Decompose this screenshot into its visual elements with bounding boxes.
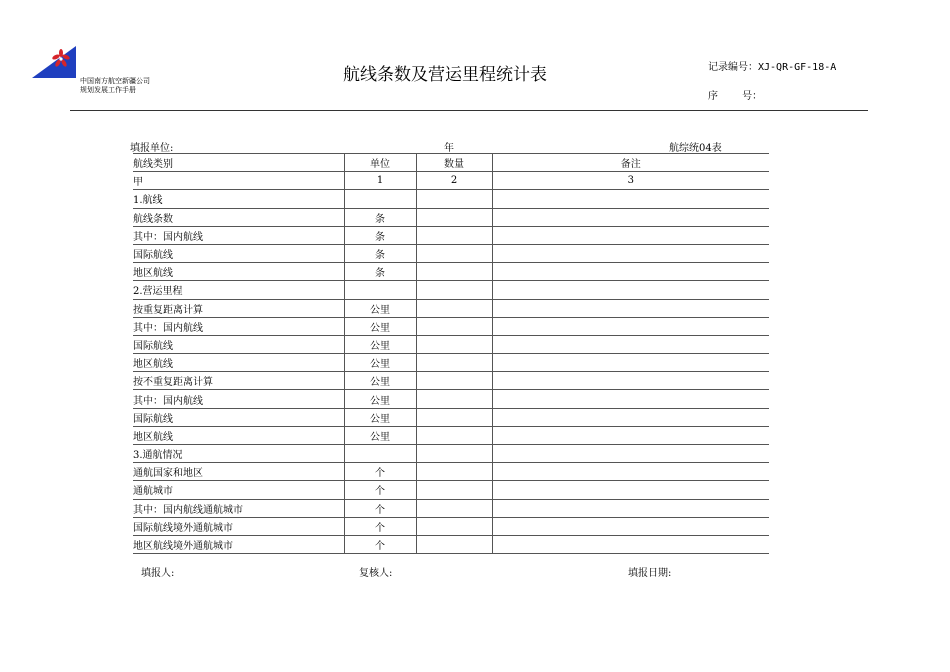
row-remarks[interactable]: [492, 426, 769, 444]
row-unit: 公里: [344, 317, 416, 335]
table-row: [133, 263, 769, 281]
row-unit: [344, 190, 416, 208]
row-label: 其中：国内航线: [133, 390, 344, 408]
table-row: [133, 408, 769, 426]
row-remarks[interactable]: [492, 463, 769, 481]
row-label: 国际航线境外通航城市: [133, 517, 344, 535]
row-remarks[interactable]: [492, 354, 769, 372]
year-label: 年: [444, 143, 454, 154]
row-quantity[interactable]: [416, 390, 492, 408]
row-unit: [344, 445, 416, 463]
row-label: 按重复距离计算: [133, 299, 344, 317]
column-header-category: 航线类别: [133, 154, 344, 172]
row-unit: [344, 281, 416, 299]
row-remarks[interactable]: [492, 190, 769, 208]
row-label: 3.通航情况: [133, 445, 344, 463]
row-label: 其中：国内航线: [133, 317, 344, 335]
company-name-line2: 规划发展工作手册: [80, 86, 136, 94]
row-quantity[interactable]: [416, 244, 492, 262]
column-header-remarks: 备注: [492, 154, 769, 172]
table-row: [133, 499, 769, 517]
table-index-row: [133, 172, 769, 190]
table-row: [133, 190, 769, 208]
table-row: [133, 299, 769, 317]
row-unit: 个: [344, 499, 416, 517]
row-quantity[interactable]: [416, 208, 492, 226]
table-row: [133, 445, 769, 463]
row-quantity[interactable]: [416, 445, 492, 463]
row-label: 国际航线: [133, 244, 344, 262]
table-row: [133, 281, 769, 299]
company-logo: [30, 44, 78, 80]
row-quantity[interactable]: [416, 190, 492, 208]
row-quantity[interactable]: [416, 426, 492, 444]
row-unit: 条: [344, 226, 416, 244]
row-remarks[interactable]: [492, 263, 769, 281]
row-label: 国际航线: [133, 408, 344, 426]
row-label: 地区航线: [133, 263, 344, 281]
row-unit: 公里: [344, 372, 416, 390]
row-unit: 个: [344, 481, 416, 499]
row-unit: 个: [344, 517, 416, 535]
row-remarks[interactable]: [492, 299, 769, 317]
table-row: [133, 317, 769, 335]
header-divider: [70, 110, 868, 111]
row-remarks[interactable]: [492, 281, 769, 299]
row-quantity[interactable]: [416, 354, 492, 372]
row-remarks[interactable]: [492, 499, 769, 517]
table-row: [133, 390, 769, 408]
row-remarks[interactable]: [492, 317, 769, 335]
table-row: [133, 354, 769, 372]
table-row: [133, 481, 769, 499]
row-unit: 公里: [344, 408, 416, 426]
row-remarks[interactable]: [492, 208, 769, 226]
index-cell: 甲: [133, 172, 344, 190]
record-number: 记录编号：XJ-QR-GF-18-A: [708, 62, 837, 73]
table-row: [133, 517, 769, 535]
row-label: 航线条数: [133, 208, 344, 226]
row-label: 国际航线: [133, 335, 344, 353]
table-row: [133, 372, 769, 390]
row-unit: 公里: [344, 335, 416, 353]
index-cell: 3: [492, 172, 769, 190]
row-remarks[interactable]: [492, 517, 769, 535]
row-remarks[interactable]: [492, 372, 769, 390]
company-name: [80, 77, 150, 95]
row-label: 地区航线: [133, 354, 344, 372]
fill-date-label: 填报日期:: [628, 568, 672, 579]
table-row: [133, 208, 769, 226]
table-row: [133, 535, 769, 553]
row-unit: 条: [344, 244, 416, 262]
table-row: [133, 226, 769, 244]
serial-number: 序 号：: [708, 91, 763, 102]
row-quantity[interactable]: [416, 517, 492, 535]
row-unit: 公里: [344, 354, 416, 372]
row-unit: 公里: [344, 426, 416, 444]
row-unit: 条: [344, 208, 416, 226]
row-quantity[interactable]: [416, 335, 492, 353]
filler-label: 填报人:: [141, 568, 175, 579]
row-label: 通航国家和地区: [133, 463, 344, 481]
row-quantity[interactable]: [416, 281, 492, 299]
row-unit: 个: [344, 535, 416, 553]
row-remarks[interactable]: [492, 481, 769, 499]
row-unit: 条: [344, 263, 416, 281]
row-quantity[interactable]: [416, 372, 492, 390]
table-row: [133, 335, 769, 353]
row-quantity[interactable]: [416, 499, 492, 517]
row-label: 通航城市: [133, 481, 344, 499]
row-label: 地区航线境外通航城市: [133, 535, 344, 553]
table-row: [133, 244, 769, 262]
row-remarks[interactable]: [492, 335, 769, 353]
row-quantity[interactable]: [416, 226, 492, 244]
row-label: 地区航线: [133, 426, 344, 444]
column-header-quantity: 数量: [416, 154, 492, 172]
row-remarks[interactable]: [492, 535, 769, 553]
row-label: 1.航线: [133, 190, 344, 208]
row-remarks[interactable]: [492, 390, 769, 408]
row-label: 按不重复距离计算: [133, 372, 344, 390]
row-remarks[interactable]: [492, 226, 769, 244]
column-header-unit: 单位: [344, 154, 416, 172]
row-quantity[interactable]: [416, 408, 492, 426]
row-remarks[interactable]: [492, 244, 769, 262]
row-label: 其中：国内航线通航城市: [133, 499, 344, 517]
company-name-line1: 中国南方航空新疆公司: [80, 77, 150, 85]
row-quantity[interactable]: [416, 463, 492, 481]
row-unit: 公里: [344, 390, 416, 408]
reviewer-label: 复核人:: [359, 568, 393, 579]
row-quantity[interactable]: [416, 263, 492, 281]
row-unit: 公里: [344, 299, 416, 317]
table-header-row: [133, 154, 769, 172]
table-row: [133, 463, 769, 481]
table-row: [133, 426, 769, 444]
row-quantity[interactable]: [416, 481, 492, 499]
reporting-unit-label: 填报单位:: [130, 143, 174, 154]
index-cell: 2: [416, 172, 492, 190]
row-quantity[interactable]: [416, 535, 492, 553]
form-code: 航综统04表: [669, 143, 722, 154]
row-remarks[interactable]: [492, 445, 769, 463]
row-label: 其中：国内航线: [133, 226, 344, 244]
page-title: 航线条数及营运里程统计表: [343, 65, 547, 85]
row-remarks[interactable]: [492, 408, 769, 426]
index-cell: 1: [344, 172, 416, 190]
row-quantity[interactable]: [416, 317, 492, 335]
row-unit: 个: [344, 463, 416, 481]
row-label: 2.营运里程: [133, 281, 344, 299]
row-quantity[interactable]: [416, 299, 492, 317]
statistics-table: [133, 153, 769, 554]
